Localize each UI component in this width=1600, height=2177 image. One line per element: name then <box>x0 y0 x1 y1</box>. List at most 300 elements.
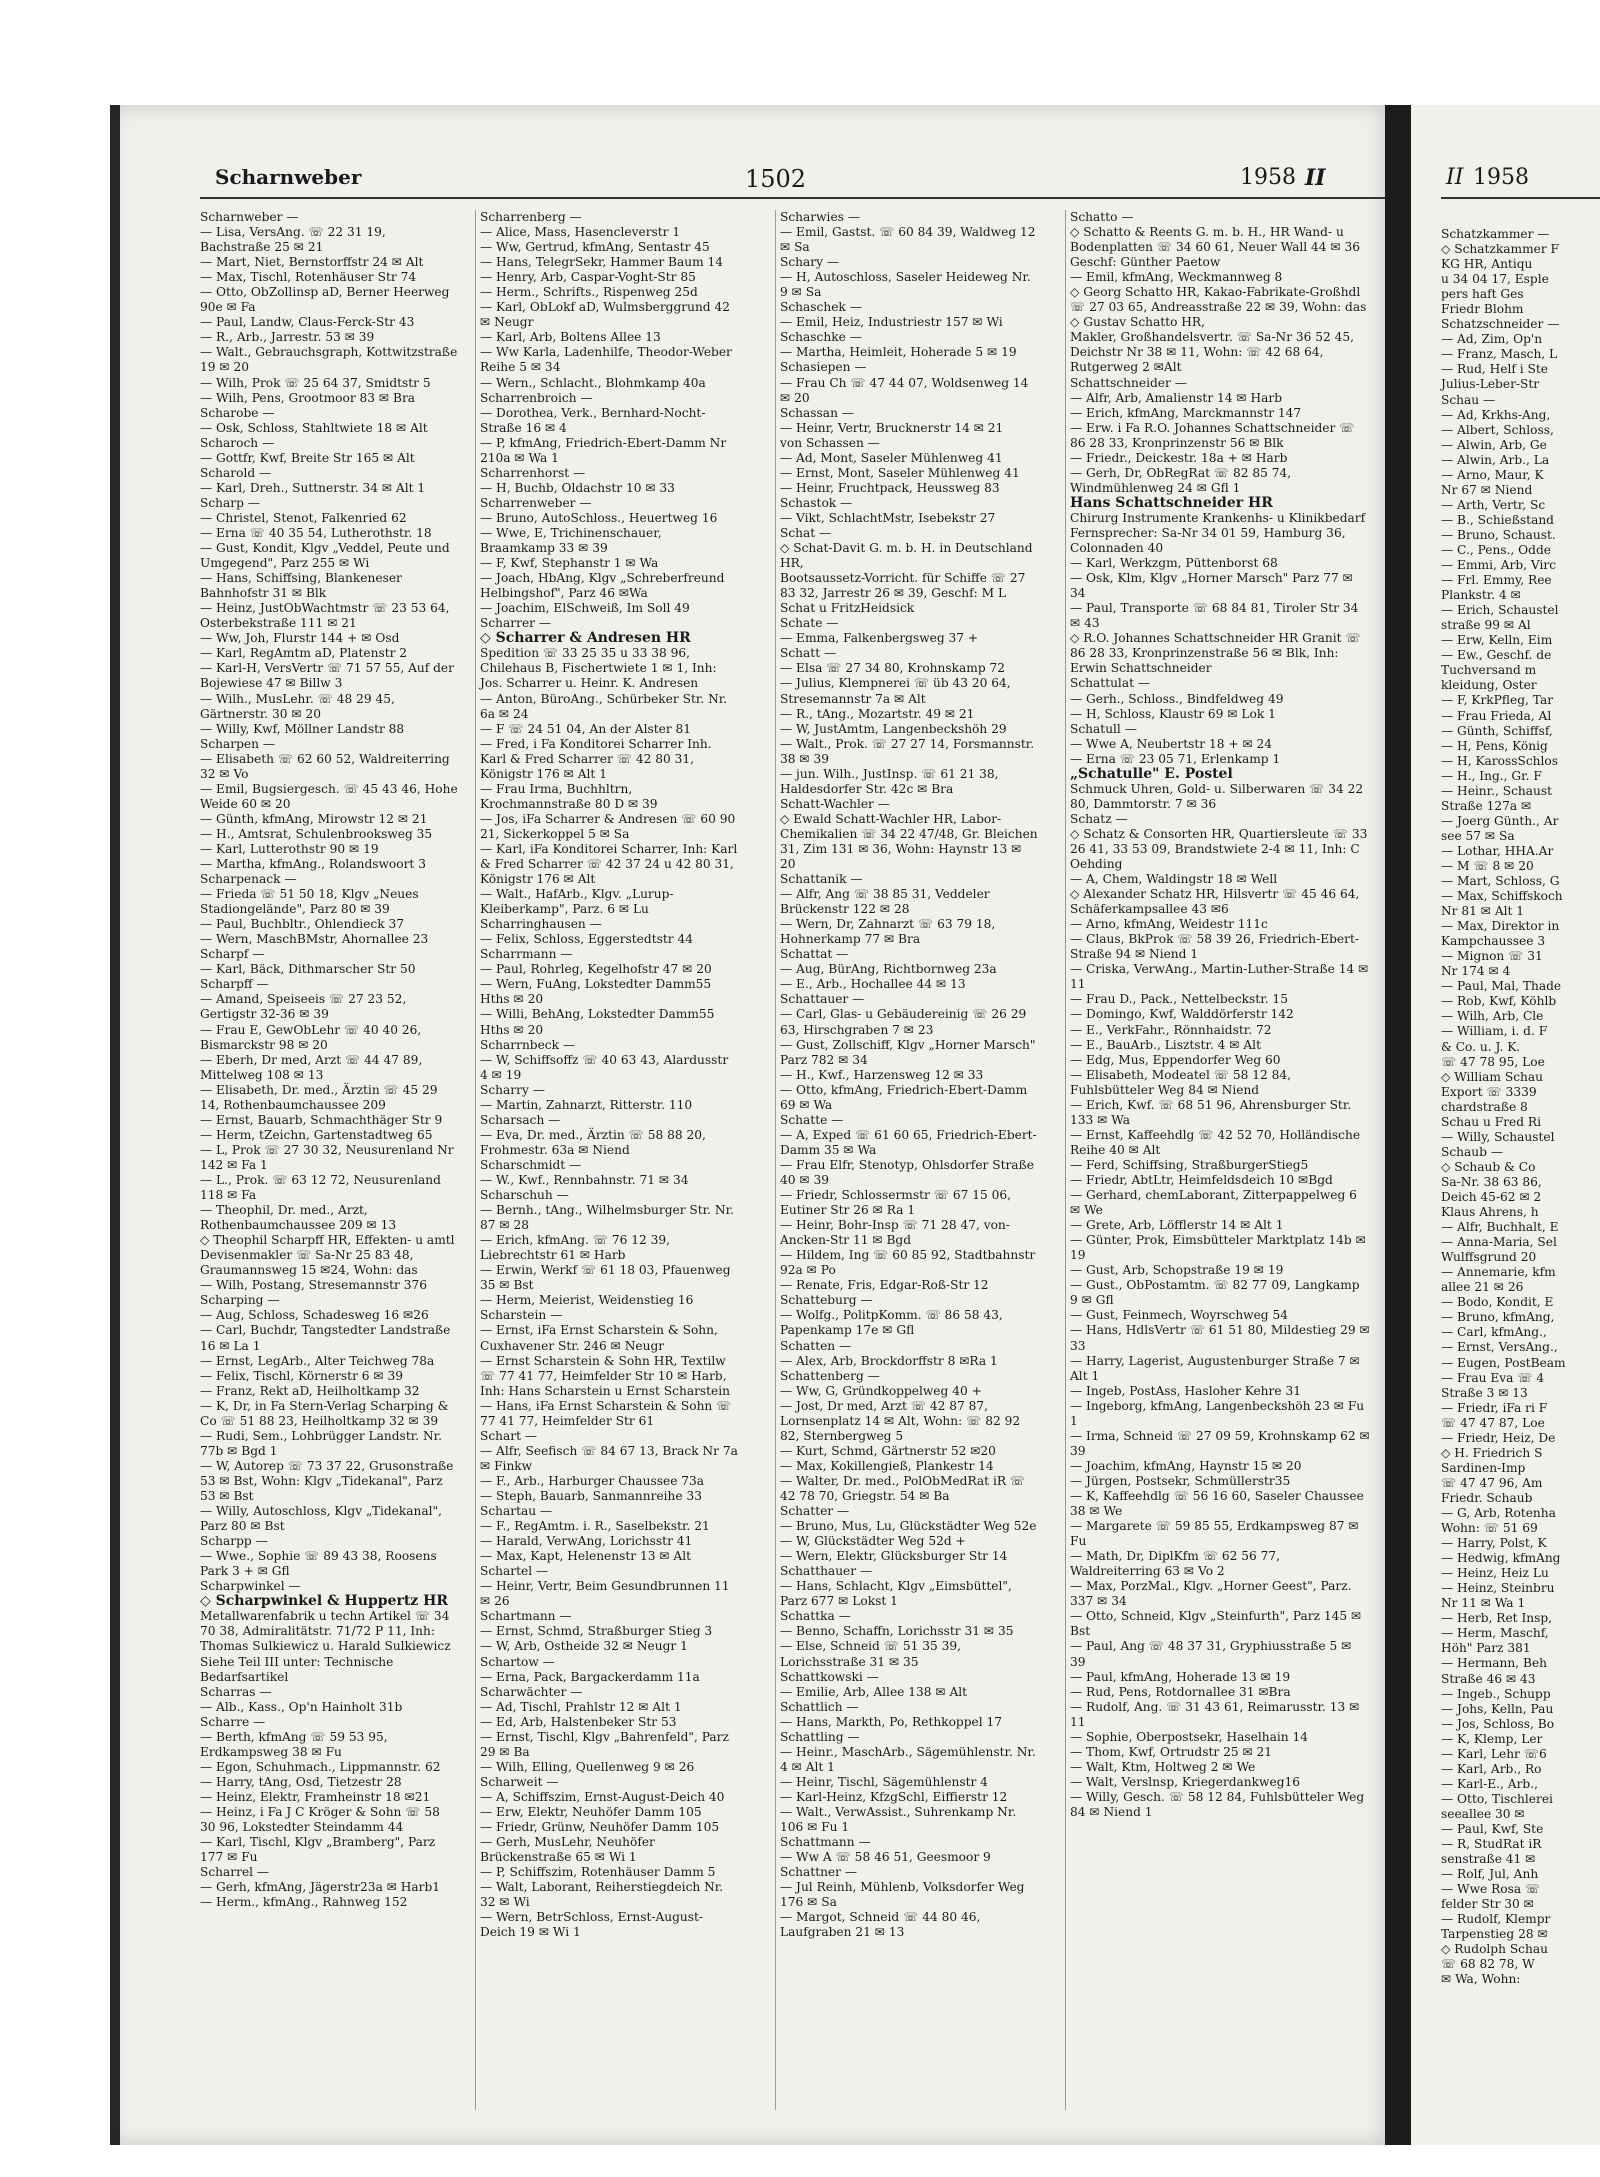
directory-entry: Siehe Teil III unter: Technische Bedarfsartikel <box>200 1654 394 1684</box>
right-page-column <box>1441 227 1600 1987</box>
directory-entry: — Emma, Falkenbergsweg 37 + <box>780 631 979 646</box>
directory-entry: — Elisabeth, Dr. med., Ärztin ☏ 45 29 14, Rothenbaumchaussee 209 <box>200 1082 438 1112</box>
directory-entry: Schatzschneider — <box>1441 317 1560 332</box>
directory-entry: Scharstein — <box>480 1308 563 1323</box>
directory-entry: — jun. Wilh., JustInsp. ☏ 61 21 38, Haldesdorfer Str. 42c ✉ Bra <box>780 766 999 796</box>
directory-entry: — Jul Reinh, Mühlenb, Volksdorfer Weg 176 ✉ Sa <box>780 1880 1025 1910</box>
directory-entry: — Heinr, Vertr, Brucknerstr 14 ✉ 21 <box>780 420 1004 435</box>
directory-entry: Scharsach — <box>480 1112 561 1127</box>
directory-entry: — Alfr, Seefisch ☏ 84 67 13, Brack Nr 7a ✉ Finkw <box>480 1443 738 1473</box>
directory-entry: — Erw, Elektr, Neuhöfer Damm 105 <box>480 1804 702 1819</box>
directory-entry: — Emil, Gastst. ☏ 60 84 39, Waldweg 12 ✉ Sa <box>780 225 1036 255</box>
directory-entry: — E., VerkFahr., Rönnhaidstr. 72 <box>1070 1022 1272 1037</box>
directory-entry: — Eugen, PostBeam <box>1441 1355 1566 1370</box>
directory-entry: — Wilh, Prok ☏ 25 64 37, Smidtstr 5 <box>200 375 431 390</box>
directory-entry: — Gerh., Schloss., Bindfeldweg 49 <box>1070 691 1284 706</box>
directory-entry: — Johs, Kelln, Pau <box>1441 1701 1554 1716</box>
directory-entry: — Wwe, E, Trichinenschauer, Braamkamp 33 ✉ 39 <box>480 525 662 556</box>
directory-entry: Schatt-Wachler — <box>780 796 890 811</box>
directory-entry: ◇ R.O. Johannes Schattschneider HR Granit ☏ 86 28 33, Kronprinzenstraße 56 ✉ Blk, Inh: Erwin Schattschneider <box>1070 631 1361 676</box>
directory-entry: — W, Arb, Ostheide 32 ✉ Neugr 1 <box>480 1639 688 1654</box>
directory-entry: — Henry, Arb, Caspar-Voght-Str 85 <box>480 270 696 285</box>
directory-entry: Schattauer — <box>780 992 865 1007</box>
directory-entry: — Max, Tischl, Rotenhäuser Str 74 <box>200 270 417 285</box>
directory-entry: Scharrer — <box>480 616 552 631</box>
directory-entry: — Erw, Kelln, Eim <box>1441 633 1553 648</box>
directory-entry: Tuchversand m <box>1441 663 1537 678</box>
directory-entry: — Rud, Helf i Ste <box>1441 362 1548 377</box>
directory-entry: — Alfr, Arb, Amalienstr 14 ✉ Harb <box>1070 390 1283 405</box>
directory-entry: — Otto, kfmAng, Friedrich-Ebert-Damm 69 ✉ Wa <box>780 1082 1028 1112</box>
directory-entry: Schaschek — <box>780 300 862 315</box>
directory-entry: Scharp — <box>200 495 260 510</box>
directory-entry: senstraße 41 ✉ <box>1441 1852 1536 1867</box>
directory-entry: — Paul, Landw, Claus-Ferck-Str 43 <box>200 315 415 330</box>
directory-entry: ◇ Theophil Scharpff HR, Effekten- u amtl Devisenmakler ☏ Sa-Nr 25 83 48, Graumannsweg 15 ✉24, Wohn: das <box>200 1233 455 1278</box>
directory-entry: — A, Chem, Waldingstr 18 ✉ Well <box>1070 872 1278 887</box>
directory-entry: — Walt., HafArb., Klgv. „Lurup-Kleiberkamp", Parz. 6 ✉ Lu <box>480 887 674 917</box>
directory-entry: — Osk, Schloss, Stahltwiete 18 ✉ Alt <box>200 420 428 435</box>
right-page-volume: II <box>1446 165 1464 190</box>
directory-entry: — Willy, Autoschloss, Klgv „Tidekanal", Parz 80 ✉ Bst <box>200 1504 443 1534</box>
directory-entry: Deich 45-62 ✉ 2 <box>1441 1190 1542 1204</box>
directory-entry: — Herm., kfmAng., Rahnweg 152 <box>200 1895 408 1910</box>
directory-entry: Höh" Parz 381 <box>1441 1641 1531 1656</box>
directory-entry: — Gust, Feinmech, Woyrschweg 54 <box>1070 1308 1288 1323</box>
directory-entry: — Wwe., Sophie ☏ 89 43 38, Roosens Park 3 + ✉ Gfl <box>200 1549 437 1579</box>
directory-entry: — Ww A ☏ 58 46 51, Geesmoor 9 <box>780 1850 991 1865</box>
directory-entry: — Ew., Geschf. de <box>1441 648 1552 663</box>
directory-entry: — Erich, Kwf. ☏ 68 51 96, Ahrensburger Str. 133 ✉ Wa <box>1070 1097 1352 1127</box>
directory-entry: Scharold — <box>200 465 272 480</box>
directory-entry: Scharrenhorst — <box>480 465 586 480</box>
directory-entry: Schatull — <box>1070 721 1137 736</box>
right-page-year: 1958 <box>1473 165 1529 190</box>
directory-entry: — A, Schiffszim, Ernst-August-Deich 40 <box>480 1789 725 1804</box>
directory-entry: Tarpenstieg 28 ✉ <box>1441 1927 1548 1942</box>
directory-entry: — Walt, Laborant, Reiherstiegdeich Nr. 32 ✉ Wi <box>480 1880 724 1910</box>
directory-entry: — Alwin, Arb, Ge <box>1441 437 1547 452</box>
directory-entry: — Willi, BehAng, Lokstedter Damm55 Hths ✉ 20 <box>480 1007 715 1037</box>
directory-entry: — Jos, iFa Scharrer & Andresen ☏ 60 90 21, Sickerkoppel 5 ✉ Sa <box>480 811 736 841</box>
directory-entry: — Ernst, Mont, Saseler Mühlenweg 41 <box>780 465 1020 480</box>
directory-entry: — Erich, kfmAng, Marckmannstr 147 <box>1070 405 1302 420</box>
directory-entry: — Gerh, MusLehr, Neuhöfer Brückenstraße 65 ✉ Wi 1 <box>480 1835 655 1865</box>
directory-entry: ☏ 47 47 96, Am <box>1441 1475 1543 1490</box>
directory-entry: — Paul, kfmAng, Hoherade 13 ✉ 19 <box>1070 1669 1291 1684</box>
directory-entry: — Aug, BürAng, Richtbornweg 23a <box>780 962 997 977</box>
directory-entry: ◇ Gustav Schatto HR, <box>1070 315 1205 330</box>
directory-entry: Spedition ☏ 33 25 35 u 33 38 96, Chilehaus B, Fischertwiete 1 ✉ 1, Inh: Jos. Scharrer u. Heinr. K. Andresen <box>480 646 717 691</box>
directory-entry: — W, JustAmtm, Langenbeckshöh 29 <box>780 721 1007 736</box>
directory-entry: — Arth, Vertr, Sc <box>1441 497 1546 512</box>
directory-entry: — K, Kaffeehdlg ☏ 56 16 60, Saseler Chaussee 38 ✉ We <box>1070 1488 1364 1519</box>
directory-entry: — Emil, Heiz, Industriestr 157 ✉ Wi <box>780 315 1003 330</box>
directory-entry: Schatteburg — <box>780 1293 873 1308</box>
running-head-surname: Scharnweber <box>215 165 362 189</box>
directory-entry: — Berth, kfmAng ☏ 59 53 95, Erdkampsweg 38 ✉ Fu <box>200 1729 388 1759</box>
directory-entry: — Anton, BüroAng., Schürbeker Str. Nr. 6a ✉ 24 <box>480 691 728 721</box>
directory-entry: ◇ Alexander Schatz HR, Hilsvertr ☏ 45 46 64, Schäferkampsallee 43 ✉6 <box>1070 887 1360 917</box>
directory-entry: — Frau Frieda, Al <box>1441 708 1552 723</box>
directory-entry: — Anna-Maria, Sel <box>1441 1235 1557 1250</box>
directory-entry: Schary — <box>780 255 840 270</box>
directory-entry: Wulffsgrund 20 <box>1441 1250 1537 1265</box>
directory-entry: Friedr Blohm <box>1441 302 1524 317</box>
directory-entry: chardstraße 8 <box>1441 1099 1528 1114</box>
directory-entry: Straße 127a ✉ <box>1441 798 1532 813</box>
directory-entry: — Ernst, LegArb., Alter Teichweg 78a <box>200 1353 435 1368</box>
directory-entry: — Wilh., MusLehr. ☏ 48 29 45, Gärtnerstr. 30 ✉ 20 <box>200 691 395 721</box>
directory-entry: — Gerh, Dr, ObRegRat ☏ 82 85 74, Windmühlenweg 24 ✉ Gfl 1 <box>1070 465 1292 495</box>
directory-entry: Straße 3 ✉ 13 <box>1441 1385 1528 1400</box>
directory-entry: — R., Arb., Jarrestr. 53 ✉ 39 <box>200 330 375 345</box>
directory-entry: Scharringhausen — <box>480 917 602 932</box>
directory-entry: Scharrenberg — <box>480 210 582 224</box>
directory-entry: Schatt — <box>780 646 837 661</box>
directory-entry: — Heinz, Elektr, Framheinstr 18 ✉21 <box>200 1789 431 1804</box>
directory-entry: Schau — <box>1441 392 1496 407</box>
directory-entry: — H, Pens, König <box>1441 738 1548 753</box>
directory-entry: Kampchaussee 3 <box>1441 934 1546 949</box>
directory-entry: Plankstr. 4 ✉ <box>1441 588 1521 603</box>
directory-entry: — Erwin, Werkf ☏ 61 18 03, Pfauenweg 35 ✉ Bst <box>480 1263 731 1293</box>
directory-entry: — Bruno, kfmAng, <box>1441 1310 1555 1325</box>
directory-entry: — Heinz, Steinbru <box>1441 1581 1555 1596</box>
directory-entry: Scharping — <box>200 1293 280 1308</box>
directory-entry: — Karl, iFa Konditorei Scharrer, Inh: Karl & Fred Scharrer ☏ 42 37 24 u 42 80 31, Königstr 176 ✉ Alt <box>480 841 738 887</box>
directory-entry: ◇ Scharrer & Andresen HR <box>480 630 691 647</box>
directory-entry: Schartau — <box>480 1504 553 1519</box>
directory-entry: — Lisa, VersAng. ☏ 22 31 19, Bachstraße 25 ✉ 21 <box>200 225 386 255</box>
directory-entry: — Wern., Schlacht., Blohmkamp 40a <box>480 375 706 390</box>
directory-entry: — Paul, Rohrleg, Kegelhofstr 47 ✉ 20 <box>480 962 712 977</box>
directory-entry: — Julius, Klempnerei ☏ üb 43 20 64, Stresemannstr 7a ✉ Alt <box>780 676 1011 706</box>
directory-entry: ◇ Schaub & Co <box>1441 1159 1536 1174</box>
directory-entry: — Albert, Schloss, <box>1441 422 1554 437</box>
directory-entry: — Wwe A, Neubertstr 18 + ✉ 24 <box>1070 736 1273 751</box>
directory-entry: — Heinr, Bohr-Insp ☏ 71 28 47, von-Ancken-Str 11 ✉ Bgd <box>780 1218 1010 1248</box>
directory-entry: — Heinr., MaschArb., Sägemühlenstr. Nr. 4 ✉ Alt 1 <box>780 1744 1036 1774</box>
directory-entry: — Wern, Dr, Zahnarzt ☏ 63 79 18, Hohnerkamp 77 ✉ Bra <box>780 917 996 947</box>
directory-column-2 <box>475 210 738 2110</box>
directory-entry: Nr 174 ✉ 4 <box>1441 964 1511 979</box>
directory-entry: — Joachim, kfmAng, Haynstr 15 ✉ 20 <box>1070 1458 1302 1473</box>
directory-entry: — Harry, Lagerist, Augustenburger Straße 7 ✉ Alt 1 <box>1070 1353 1360 1383</box>
directory-entry: — W, Schiffsoffz ☏ 40 63 43, Alardusstr 4 ✉ 19 <box>480 1052 729 1082</box>
directory-entry: Scharwächter — <box>480 1684 583 1699</box>
directory-entry: — Ernst, Schmd, Straßburger Stieg 3 <box>480 1624 713 1639</box>
directory-entry: — Frieda ☏ 51 50 18, Klgv „Neues Stadiongelände", Parz 80 ✉ 39 <box>200 887 419 917</box>
directory-column-1 <box>200 210 458 2110</box>
directory-entry: — G, Arb, Rotenha <box>1441 1505 1556 1520</box>
directory-entry: — Arno, kfmAng, Weidestr 111c <box>1070 917 1268 932</box>
page-year: 1958 <box>1240 165 1296 190</box>
directory-entry: — Irma, Schneid ☏ 27 09 59, Krohnskamp 62 ✉ 39 <box>1070 1428 1370 1458</box>
directory-entry: — Jürgen, Postsekr, Schmüllerstr35 <box>1070 1473 1291 1488</box>
directory-entry: — Felix, Schloss, Eggerstedtstr 44 <box>480 932 693 947</box>
directory-entry: — Herm, tZeichn, Gartenstadtweg 65 <box>200 1127 433 1142</box>
directory-entry: — Alfr, Buchhalt, E <box>1441 1220 1559 1235</box>
directory-entry: — Eva, Dr. med., Ärztin ☏ 58 88 20, Frohmestr. 63a ✉ Niend <box>480 1127 706 1157</box>
directory-entry: — Herb, Ret Insp, <box>1441 1611 1553 1626</box>
directory-entry: Sardinen-Imp <box>1441 1460 1526 1475</box>
header-rule <box>200 197 1385 199</box>
directory-entry: Schatz — <box>1070 811 1128 826</box>
directory-entry: Schmuck Uhren, Gold- u. Silberwaren ☏ 34 22 80, Dammtorstr. 7 ✉ 36 <box>1070 781 1364 811</box>
directory-entry: — Wilh, Elling, Quellenweg 9 ✉ 26 <box>480 1759 695 1774</box>
directory-entry: — Rudolf, Klempr <box>1441 1912 1551 1927</box>
directory-entry: — Karl, Arb., Ro <box>1441 1761 1542 1776</box>
directory-entry: — Alb., Kass., Op'n Hainholt 31b <box>200 1699 403 1714</box>
directory-entry: — Dorothea, Verk., Bernhard-Nocht-Straße 16 ✉ 4 <box>480 405 706 435</box>
directory-entry: — W, Autorep ☏ 73 37 22, Grusonstraße 53 ✉ Bst, Wohn: Klgv „Tidekanal", Parz 53 ✉ Bst <box>200 1458 454 1503</box>
directory-entry: — Osk, Klm, Klgv „Horner Marsch" Parz 77 ✉ 34 <box>1070 571 1353 601</box>
directory-entry: — Günter, Prok, Eimsbütteler Marktplatz 14b ✉ 19 <box>1070 1233 1366 1263</box>
directory-entry: — Otto, Schneid, Klgv „Steinfurth", Parz 145 ✉ Bst <box>1070 1609 1362 1639</box>
directory-entry: & Co. u. J. K. <box>1441 1039 1521 1054</box>
directory-entry: — Heinr., Schaust <box>1441 783 1553 798</box>
directory-entry: pers haft Ges <box>1441 287 1524 302</box>
directory-entry: — Rudolf, Ang. ☏ 31 43 61, Reimarusstr. 13 ✉ 11 <box>1070 1699 1360 1729</box>
directory-entry: — Ingeb., Schupp <box>1441 1686 1551 1701</box>
directory-entry: — Ad, Zim, Op'n <box>1441 332 1543 347</box>
directory-entry: — Ernst, Bauarb, Schmachthäger Str 9 <box>200 1112 443 1127</box>
directory-entry: ✉ Wa, Wohn: <box>1441 1972 1521 1987</box>
directory-entry: — Paul, Kwf, Ste <box>1441 1821 1544 1836</box>
directory-entry: kleidung, Oster <box>1441 678 1537 693</box>
directory-entry: ◇ Schatz & Consorten HR, Quartiersleute ☏ 33 26 41, 33 53 09, Brandstwiete 2-4 ✉ 11, Inh: C Oehding <box>1070 826 1368 872</box>
directory-entry: Scharpen — <box>200 736 276 751</box>
directory-entry: Scharras — <box>200 1684 272 1699</box>
directory-entry: — Karl, Werkzgm, Püttenborst 68 <box>1070 556 1278 571</box>
directory-entry: — Walter, Dr. med., PolObMedRat iR ☏ 42 78 70, Griegstr. 54 ✉ Ba <box>780 1473 1026 1503</box>
directory-entry: — Benno, Schaffn, Lorichsstr 31 ✉ 35 <box>780 1624 1014 1639</box>
directory-entry: — Arno, Maur, K <box>1441 467 1544 482</box>
directory-column-3 <box>775 210 1038 2110</box>
directory-entry: — Alwin, Arb., La <box>1441 452 1550 467</box>
directory-entry: — Ed, Arb, Halstenbeker Str 53 <box>480 1714 677 1729</box>
directory-entry: Scharwies — <box>780 210 860 224</box>
directory-entry: — Willy, Gesch. ☏ 58 12 84, Fuhlsbütteler Weg 84 ✉ Niend 1 <box>1070 1789 1365 1819</box>
directory-entry: Klaus Ahrens, h <box>1441 1205 1539 1220</box>
directory-entry: — Hans, Schiffsing, Blankeneser Bahnhofstr 31 ✉ Blk <box>200 571 402 601</box>
directory-entry: — Ernst, Tischl, Klgv „Bahrenfeld", Parz 29 ✉ Ba <box>480 1729 729 1759</box>
directory-entry: — Karl-H, VersVertr ☏ 71 57 55, Auf der Bojewiese 47 ✉ Billw 3 <box>200 661 454 691</box>
directory-entry: Schastok — <box>780 495 853 510</box>
directory-entry: — Fred, i Fa Konditorei Scharrer Inh. Karl & Fred Scharrer ☏ 42 80 31, Königstr 176 ✉ Alt 1 <box>480 736 712 781</box>
directory-entry: — Erna, Pack, Bargackerdamm 11a <box>480 1669 700 1684</box>
directory-entry: — H, Schloss, Klaustr 69 ✉ Lok 1 <box>1070 706 1276 721</box>
directory-entry: — Willy, Kwf, Möllner Landstr 88 <box>200 721 405 736</box>
directory-entry: — Steph, Bauarb, Sanmannreihe 33 <box>480 1488 702 1503</box>
directory-entry: Schate — <box>780 616 839 631</box>
directory-entry: — P, kfmAng, Friedrich-Ebert-Damm Nr 210a ✉ Wa 1 <box>480 435 727 465</box>
directory-entry: Schaschke — <box>780 330 862 345</box>
directory-entry: — Wern, BetrSchloss, Ernst-August-Deich 19 ✉ Wi 1 <box>480 1910 704 1940</box>
directory-entry: — Ingeb, PostAss, Hasloher Kehre 31 <box>1070 1383 1301 1398</box>
directory-entry: — Franz, Rekt aD, Heilholtkamp 32 <box>200 1383 420 1398</box>
directory-entry: — Frau Elfr, Stenotyp, Ohlsdorfer Straße 40 ✉ 39 <box>780 1157 1034 1187</box>
directory-entry: Scharrenbroich — <box>480 390 593 405</box>
right-header-rule <box>1441 197 1600 199</box>
directory-entry: — H, Autoschloss, Saseler Heideweg Nr. 9 ✉ Sa <box>780 270 1031 300</box>
directory-entry: — Ernst, iFa Ernst Scharstein & Sohn, Cuxhavener Str. 246 ✉ Neugr <box>480 1323 718 1353</box>
directory-entry: — Vikt, SchlachtMstr, Isebekstr 27 <box>780 510 996 525</box>
directory-entry: — Hans, TelegrSekr, Hammer Baum 14 <box>480 255 724 270</box>
directory-entry: — Karl, RegAmtm aD, Platenstr 2 <box>200 646 408 661</box>
directory-entry: — W., Kwf., Rennbahnstr. 71 ✉ 34 <box>480 1173 689 1187</box>
directory-entry: ◇ Georg Schatto HR, Kakao-Fabrikate-Großhdl ☏ 27 03 65, Andreasstraße 22 ✉ 39, Wohn: das <box>1070 285 1367 315</box>
directory-entry: — Ad, Mont, Saseler Mühlenweg 41 <box>780 450 1003 465</box>
directory-entry: — Max, PorzMal., Klgv. „Horner Geest", Parz. 337 ✉ 34 <box>1070 1579 1352 1609</box>
directory-entry: — Joach, HbAng, Klgv „Schreberfreund Helbingshof", Parz 46 ✉Wa <box>480 571 725 601</box>
directory-entry: — Willy, Schaustel <box>1441 1129 1555 1144</box>
directory-entry: — Aug, Schloss, Schadesweg 16 ✉26 <box>200 1308 429 1323</box>
directory-entry: — Emmi, Arb, Virc <box>1441 558 1557 573</box>
directory-entry: KG HR, Antiqu <box>1441 257 1533 272</box>
directory-entry: Schasiepen — <box>780 360 867 375</box>
directory-entry: — Hedwig, kfmAng <box>1441 1551 1561 1566</box>
directory-entry: see 57 ✉ Sa <box>1441 828 1515 843</box>
directory-entry: — Martha, kfmAng., Rolandswoort 3 <box>200 857 426 872</box>
directory-entry: allee 21 ✉ 26 <box>1441 1280 1524 1295</box>
directory-entry: — Harry, Polst, K <box>1441 1536 1547 1551</box>
directory-entry: Scharpp — <box>200 1534 268 1549</box>
directory-entry: — Elisabeth ☏ 62 60 52, Waldreiterring 32 ✉ Vo <box>200 751 450 781</box>
directory-entry: — Bruno, Mus, Lu, Glückstädter Weg 52e <box>780 1519 1037 1534</box>
directory-entry: — Ingeborg, kfmAng, Langenbeckshöh 23 ✉ Fu 1 <box>1070 1398 1365 1428</box>
directory-entry: — William, i. d. F <box>1441 1024 1548 1039</box>
directory-entry: — Gottfr, Kwf, Breite Str 165 ✉ Alt <box>200 450 415 465</box>
directory-entry: — Max, Kapt, Helenenstr 13 ✉ Alt <box>480 1549 692 1564</box>
directory-entry: — Gust., ObPostamtm. ☏ 82 77 09, Langkamp 9 ✉ Gfl <box>1070 1278 1360 1308</box>
directory-entry: — Annemarie, kfm <box>1441 1265 1556 1280</box>
directory-entry: Julius-Leber-Str <box>1441 377 1540 392</box>
directory-entry: — H., Amtsrat, Schulenbrooksweg 35 <box>200 826 433 841</box>
directory-entry: — Karl, Tischl, Klgv „Bramberg", Parz 177 ✉ Fu <box>200 1835 436 1865</box>
directory-entry: — Gerhard, chemLaborant, Zitterpappelweg 6 ✉ We <box>1070 1188 1357 1218</box>
directory-entry: — Karl, Lutterothstr 90 ✉ 19 <box>200 841 379 856</box>
directory-entry: ☏ 47 78 95, Loe <box>1441 1054 1545 1069</box>
directory-entry: — Ernst Scharstein & Sohn HR, Textilw ☏ 77 41 77, Heimfelder Str 10 ✉ Harb, Inh: Hans Scharstein u Ernst Scharstein <box>480 1353 731 1398</box>
directory-entry: — Bruno, Schaust. <box>1441 527 1556 542</box>
directory-entry: Hans Schattschneider HR <box>1070 494 1273 511</box>
directory-entry: Sa-Nr. 38 63 86, <box>1441 1174 1542 1189</box>
directory-entry: — Wolfg., PolitpKomm. ☏ 86 58 43, Papenkamp 17e ✉ Gfl <box>780 1308 1003 1338</box>
directory-entry: — Kurt, Schmd, Gärtnerstr 52 ✉20 <box>780 1443 996 1458</box>
directory-entry: — Hildem, Ing ☏ 60 85 92, Stadtbahnstr 92a ✉ Po <box>780 1248 1036 1278</box>
directory-entry: — H., Ing., Gr. F <box>1441 768 1542 783</box>
directory-entry: — Joachim, ElSchweiß, Im Soll 49 <box>480 601 690 616</box>
page-volume: II <box>1305 165 1326 191</box>
directory-entry: — Herm., Schrifts., Rispenweg 25d <box>480 285 698 300</box>
directory-entry: — Edg, Mus, Eppendorfer Weg 60 <box>1070 1052 1281 1067</box>
directory-entry: — Heinr, Tischl, Sägemühlenstr 4 <box>780 1774 988 1789</box>
directory-entry: Schartmann — <box>480 1609 572 1624</box>
book-gutter <box>1385 105 1411 2145</box>
directory-entry: — Bernh., tAng., Wilhelmsburger Str. Nr. 87 ✉ 28 <box>480 1203 734 1233</box>
directory-entry: — Frau Eva ☏ 4 <box>1441 1370 1545 1385</box>
directory-entry: — Wilh, Arb, Cle <box>1441 1009 1544 1024</box>
directory-entry: — Wern, Elektr, Glücksburger Str 14 <box>780 1549 1008 1564</box>
directory-entry: — Ad, Krkhs-Ang, <box>1441 407 1551 422</box>
directory-entry: — Emil, kfmAng, Weckmannweg 8 <box>1070 270 1283 285</box>
directory-entry: — Elsa ☏ 27 34 80, Krohnskamp 72 <box>780 661 1005 676</box>
directory-entry: — Paul, Ang ☏ 48 37 31, Gryphiusstraße 5 ✉ 39 <box>1070 1639 1352 1669</box>
directory-entry: — Heinz, JustObWachtmstr ☏ 23 53 64, Osterbekstraße 111 ✉ 21 <box>200 601 450 631</box>
directory-entry: — Herm, Meierist, Weidenstieg 16 <box>480 1293 694 1308</box>
directory-entry: — Jos, Schloss, Bo <box>1441 1716 1555 1731</box>
directory-entry: — Wwe Rosa ☏ <box>1441 1882 1541 1897</box>
directory-entry: Schau u Fred Ri <box>1441 1114 1541 1129</box>
directory-entry: — Amand, Speiseeis ☏ 27 23 52, Gertigstr 32-36 ✉ 39 <box>200 992 407 1022</box>
directory-entry: — Paul, Buchbltr., Ohlendieck 37 <box>200 917 404 932</box>
directory-entry: ◇ Scharpwinkel & Huppertz HR <box>200 1593 448 1610</box>
directory-entry: Schattka — <box>780 1609 851 1624</box>
directory-entry: — Frau Irma, Buchhltrn, Krochmannstraße 80 D ✉ 39 <box>480 781 658 811</box>
directory-entry: — Karl, Bäck, Dithmarscher Str 50 <box>200 962 416 977</box>
directory-entry: — Ferd, Schiffsing, StraßburgerStieg5 <box>1070 1157 1309 1172</box>
directory-entry: Scharpwinkel — <box>200 1579 301 1594</box>
directory-entry: u 34 04 17, Esple <box>1441 272 1549 287</box>
directory-entry: — Max, Schiffskoch <box>1441 889 1563 904</box>
directory-entry: Schattschneider — <box>1070 375 1187 390</box>
directory-entry: — Otto, Tischlerei <box>1441 1791 1553 1806</box>
directory-entry: — Gust, Kondit, Klgv „Veddel, Peute und Umgegend", Parz 255 ✉ Wi <box>200 541 450 571</box>
directory-entry: — Frau E, GewObLehr ☏ 40 40 26, Bismarckstr 98 ✉ 20 <box>200 1022 422 1052</box>
directory-entry: — Wilh, Postang, Stresemannstr 376 <box>200 1278 428 1293</box>
directory-entry: — Herm, Maschf, <box>1441 1626 1549 1641</box>
directory-entry: — Friedr, Grünw, Neuhöfer Damm 105 <box>480 1820 720 1835</box>
directory-entry: — Martin, Zahnarzt, Ritterstr. 110 <box>480 1097 693 1112</box>
directory-entry: — F., Arb., Harburger Chaussee 73a <box>480 1473 705 1488</box>
directory-entry: — Hans, HdlsVertr ☏ 61 51 80, Mildestieg 29 ✉ 33 <box>1070 1323 1370 1353</box>
directory-entry: — Friedr, Schlossermstr ☏ 67 15 06, Eutiner Str 26 ✉ Ra 1 <box>780 1188 1011 1218</box>
directory-entry: — Max, Direktor in <box>1441 919 1560 934</box>
directory-entry: — Bruno, AutoSchloss., Heuertweg 16 <box>480 510 718 525</box>
directory-entry: ☏ 68 82 78, W <box>1441 1957 1535 1972</box>
directory-entry: — Hans, iFa Ernst Scharstein & Sohn ☏ 77 41 77, Heimfelder Str 61 <box>480 1398 732 1428</box>
directory-entry: — Alfr, Ang ☏ 38 85 31, Veddeler Brückenstr 122 ✉ 28 <box>780 887 990 917</box>
directory-entry: — Emil, Bugsiergesch. ☏ 45 43 46, Hohe Weide 60 ✉ 20 <box>200 781 458 811</box>
directory-entry: — Joerg Günth., Ar <box>1441 813 1559 828</box>
directory-entry: ◇ Schatto & Reents G. m. b. H., HR Wand- u Bodenplatten ☏ 34 60 61, Neuer Wall 44 ✉ 36 Geschf: Günther Paetow <box>1070 225 1361 270</box>
directory-entry: — Criska, VerwAng., Martin-Luther-Straße 14 ✉ 11 <box>1070 962 1369 992</box>
directory-entry: — Emilie, Arb, Allee 138 ✉ Alt <box>780 1684 968 1699</box>
directory-entry: Makler, Großhandelsvertr. ☏ Sa-Nr 36 52 45, Deichstr Nr 38 ✉ 11, Wohn: ☏ 42 68 64, Rutgerweg 2 ✉Alt <box>1070 330 1355 375</box>
directory-entry: — Frl. Emmy, Ree <box>1441 573 1552 588</box>
directory-entry: — Erich, kfmAng. ☏ 76 12 39, Liebrechtstr 61 ✉ Harb <box>480 1233 671 1263</box>
directory-entry: — Christel, Stenot, Falkenried 62 <box>200 510 407 525</box>
directory-entry: — Hermann, Beh <box>1441 1656 1548 1671</box>
directory-entry: ◇ William Schau <box>1441 1069 1543 1084</box>
directory-entry: — K, Dr, in Fa Stern-Verlag Scharping & Co ☏ 51 88 23, Heilholtkamp 32 ✉ 39 <box>200 1398 449 1428</box>
directory-entry: — Sophie, Oberpostsekr, Haselhain 14 <box>1070 1729 1308 1744</box>
directory-entry: Scharschmidt — <box>480 1157 582 1172</box>
directory-entry: — Grete, Arb, Löfflerstr 14 ✉ Alt 1 <box>1070 1218 1284 1233</box>
directory-entry: — P, Schiffszim, Rotenhäuser Damm 5 <box>480 1865 716 1880</box>
directory-entry: Schattling — <box>780 1729 860 1744</box>
directory-entry: — Harald, VerwAng, Lorichsstr 41 <box>480 1534 693 1549</box>
directory-entry: — R., tAng., Mozartstr. 49 ✉ 21 <box>780 706 975 721</box>
directory-entry: — Karl, Lehr ☏6 <box>1441 1746 1547 1761</box>
directory-entry: — F, KrkPfleg, Tar <box>1441 693 1554 708</box>
directory-entry: Schattkowski — <box>780 1669 879 1684</box>
directory-entry: Schatte — <box>780 1112 844 1127</box>
directory-entry: — Ww, Gertrud, kfmAng, Sentastr 45 <box>480 240 710 255</box>
directory-entry: — Friedr, AbtLtr, Heimfeldsdeich 10 ✉Bgd <box>1070 1173 1333 1187</box>
